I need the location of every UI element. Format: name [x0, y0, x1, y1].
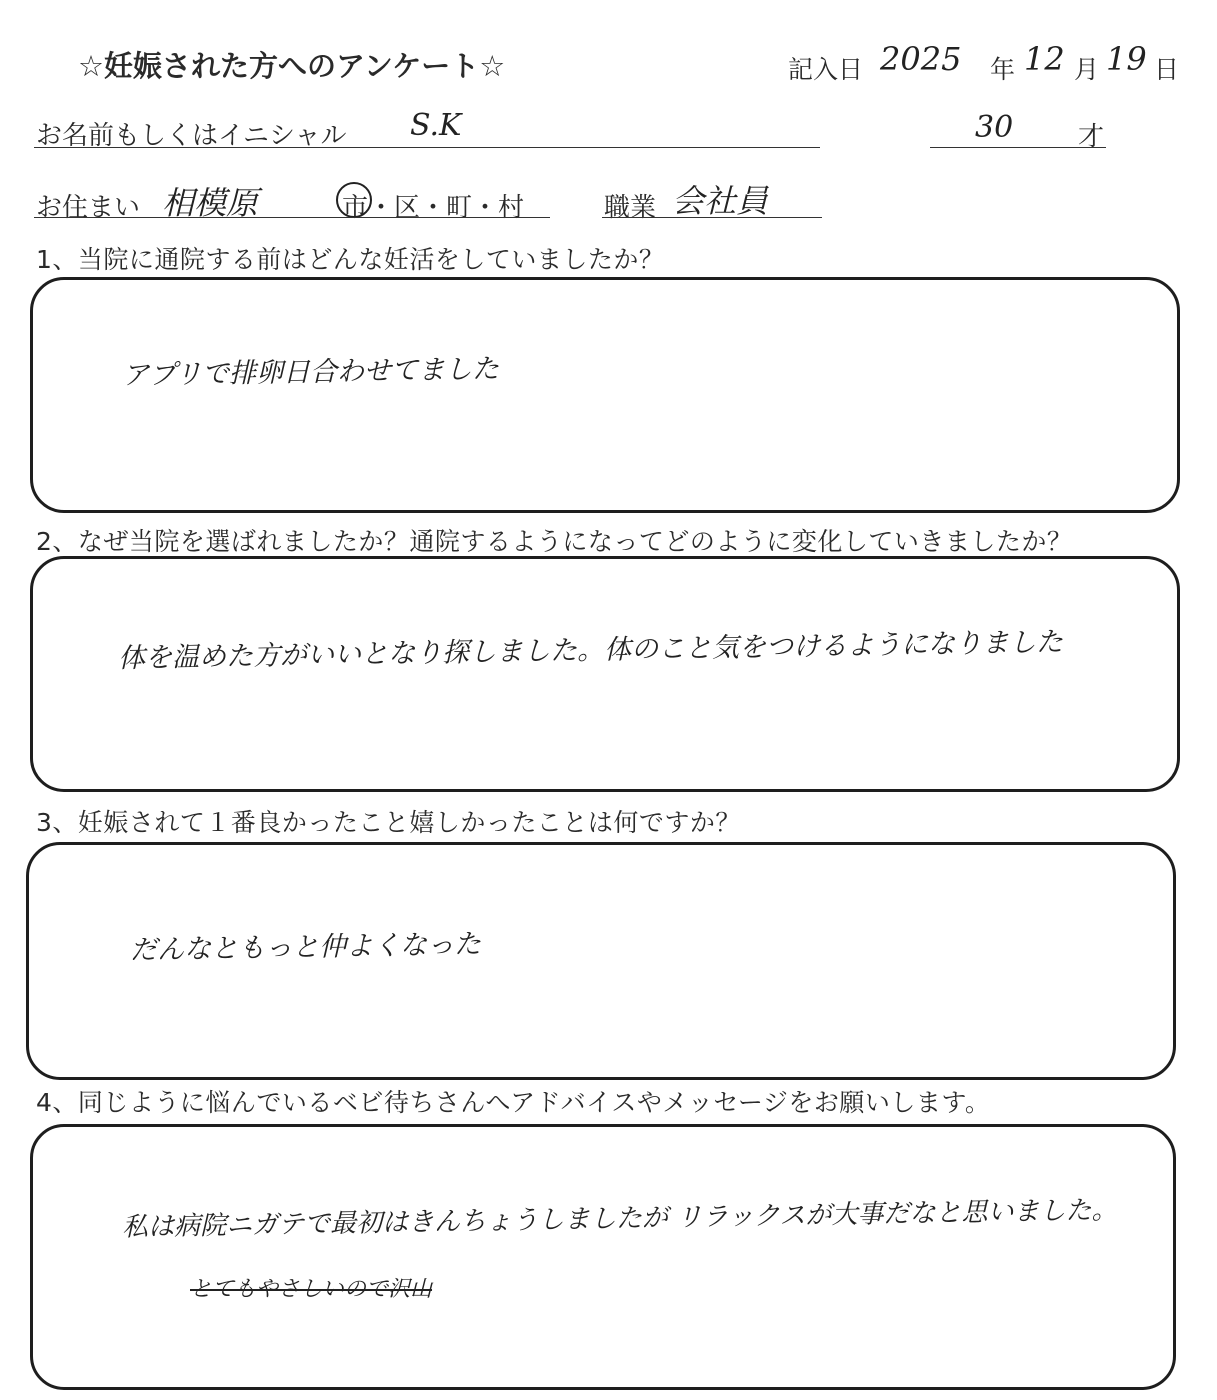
- answer-1-box: [30, 277, 1180, 513]
- name-value: S.K: [410, 108, 462, 143]
- answer-1-text: アプリで排卵日合わせてました: [121, 353, 500, 392]
- answer-4-struck-text: とてもやさしいので沢山: [190, 1277, 433, 1302]
- address-underline: [34, 217, 550, 218]
- age-value: 30: [975, 110, 1014, 145]
- survey-title: ☆妊娠された方へのアンケート☆: [78, 49, 506, 83]
- question-3-label: 3、妊娠されて１番良かったこと嬉しかったことは何ですか？: [36, 808, 741, 837]
- address-units: 市・区・町・村: [342, 193, 525, 223]
- name-underline: [34, 147, 820, 148]
- name-label: お名前もしくはイニシャル: [36, 121, 347, 151]
- address-value: 相模原: [162, 184, 259, 222]
- job-label: 職業: [604, 193, 657, 223]
- answer-2-box: [30, 556, 1180, 792]
- answer-3-text: だんなともっと仲よくなった: [129, 928, 482, 967]
- question-1-label: 1、当院に通院する前はどんな妊活をしていましたか？: [36, 245, 665, 274]
- date-label: 記入日: [788, 55, 864, 84]
- answer-4-box: [30, 1124, 1176, 1390]
- job-underline: [602, 217, 822, 218]
- question-2-label: 2、なぜ当院を選ばれましたか？通院するようになってどのように変化していきましたか？: [36, 527, 1073, 556]
- question-4-label: 4、同じように悩んでいるベビ待ちさんへアドバイスやメッセージをお願いします。: [36, 1088, 991, 1117]
- answer-2-text: 体を温めた方がいいとなり探しました。体のこと気をつけるようになりました: [117, 626, 1064, 675]
- date-day-value: 19: [1106, 40, 1147, 78]
- job-value: 会社員: [672, 182, 769, 220]
- address-label: お住まい: [36, 193, 141, 223]
- answer-4-text: 私は病院ニガテで最初はきんちょうしましたが リラックスが大事だなと思いました。: [121, 1195, 1118, 1243]
- month-unit: 月: [1074, 55, 1100, 84]
- year-unit: 年: [990, 55, 1016, 84]
- date-year-value: 2025: [880, 40, 962, 78]
- age-underline: [930, 147, 1106, 148]
- age-unit: 才: [1078, 122, 1105, 152]
- date-month-value: 12: [1024, 40, 1065, 78]
- day-unit: 日: [1154, 55, 1180, 84]
- city-circle-mark: [336, 182, 372, 218]
